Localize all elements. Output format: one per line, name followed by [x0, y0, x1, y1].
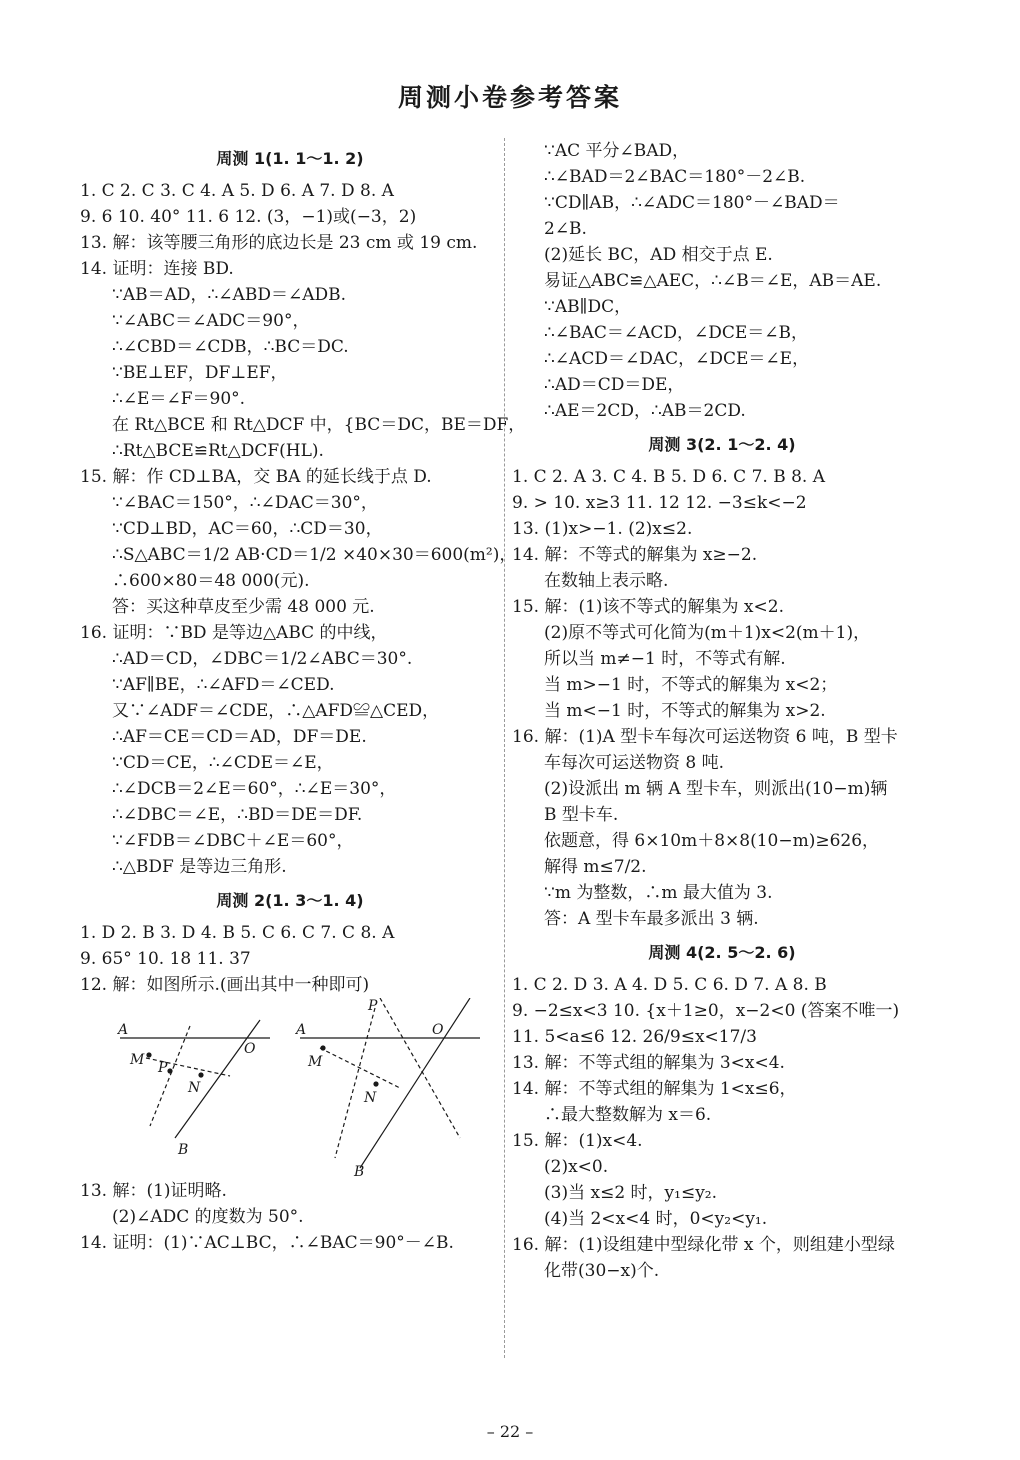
answer-step: ∵m 为整数，∴m 最大值为 3. — [544, 883, 773, 903]
section-heading: 周测 2(1. 3～1. 4) — [216, 891, 364, 910]
column-divider — [504, 138, 505, 1358]
answer-step: ∴最大整数解为 x＝6. — [544, 1105, 712, 1125]
answer-step: ∴AE＝2CD，∴AB＝2CD. — [544, 401, 746, 421]
answer-line: 12. 解：如图所示.(画出其中一种即可) — [80, 975, 370, 995]
figure-2 — [300, 998, 480, 1168]
answer-step: 答：A 型卡车最多派出 3 辆. — [544, 909, 759, 929]
answer-step: (4)当 2<x<4 时，0<y₂<y₁. — [544, 1209, 768, 1229]
label-p-2: P — [368, 998, 378, 1014]
label-m: M — [130, 1052, 145, 1068]
perpendicular-dash-1 — [150, 1026, 190, 1126]
answer-step: 车每次可运送物资 8 吨. — [544, 753, 725, 773]
answer-step: 又∵∠ADF＝∠CDE，∴△AFD≌△CED， — [112, 701, 440, 721]
point-m — [147, 1053, 151, 1057]
answer-step: ∵CD∥AB，∴∠ADC＝180°－∠BAD＝ — [544, 193, 840, 213]
answer-step: 在 Rt△BCE 和 Rt△DCF 中，{BC＝DC，BE＝DF， — [112, 415, 526, 435]
perpendicular-dash-5 — [320, 1048, 400, 1088]
answer-step: ∵AF∥BE，∴∠AFD＝∠CED. — [112, 675, 335, 695]
answer-step: ∴600×80＝48 000(元). — [112, 571, 310, 591]
answer-step: ∵AC 平分∠BAD， — [544, 141, 690, 161]
answer-step: (2)x<0. — [544, 1157, 609, 1177]
answer-line: 9. 65° 10. 18 11. 37 — [80, 949, 251, 969]
answer-step: ∴S△ABC＝1/2 AB·CD＝1/2 ×40×30＝600(m²)， — [112, 545, 517, 565]
answer-step: ∵∠ABC＝∠ADC＝90°， — [112, 311, 310, 331]
figure-1 — [120, 1020, 270, 1138]
left-column — [80, 138, 526, 1256]
answer-line: 13. (1)x>−1. (2)x≤2. — [512, 519, 693, 539]
answer-step: ∴∠DCB＝2∠E＝60°，∴∠E＝30°， — [112, 779, 397, 799]
section-heading: 周测 4(2. 5～2. 6) — [648, 943, 796, 962]
answer-line: 16. 证明：∵BD 是等边△ABC 的中线， — [80, 623, 388, 643]
label-a: A — [118, 1022, 129, 1038]
answer-line: 13. 解：(1)证明略. — [80, 1181, 227, 1201]
answer-line: 14. 证明：连接 BD. — [80, 259, 234, 279]
answer-step: 所以当 m≠−1 时，不等式有解. — [544, 649, 786, 669]
answer-step: ∵∠BAC＝150°，∴∠DAC＝30°， — [112, 493, 378, 513]
answer-step: 当 m>−1 时，不等式的解集为 x<2； — [544, 675, 838, 695]
answer-step: ∴∠DBC＝∠E，∴BD＝DE＝DF. — [112, 805, 363, 825]
label-a-2: A — [296, 1022, 307, 1038]
answer-step: ∴Rt△BCE≌Rt△DCF(HL). — [112, 441, 324, 461]
answer-line: 16. 解：(1)设组建中型绿化带 x 个，则组建小型绿 — [512, 1235, 895, 1255]
answer-line: 15. 解：(1)该不等式的解集为 x<2. — [512, 597, 784, 617]
answer-step: ∴∠BAC＝∠ACD，∠DCE＝∠B， — [544, 323, 809, 343]
answer-step: ∴∠BAD＝2∠BAC＝180°－2∠B. — [544, 167, 806, 187]
answer-step: 易证△ABC≌△AEC，∴∠B＝∠E，AB＝AE. — [544, 271, 882, 291]
answer-step: (2)设派出 m 辆 A 型卡车，则派出(10−m)辆 — [544, 779, 888, 799]
answer-line: 15. 解：(1)x<4. — [512, 1131, 643, 1151]
answer-step: 2∠B. — [544, 219, 587, 239]
answer-step: ∵∠FDB＝∠DBC＋∠E＝60°， — [112, 831, 354, 851]
answer-step: ∵CD⊥BD，AC＝60，∴CD＝30， — [112, 519, 383, 539]
label-b: B — [178, 1142, 189, 1158]
point-n-2 — [374, 1082, 378, 1086]
answer-line: 9. −2≤x<3 10. {x＋1≥0，x−2<0 (答案不唯一) — [512, 1001, 900, 1021]
answer-step: (3)当 x≤2 时，y₁≤y₂. — [544, 1183, 718, 1203]
answer-step: 在数轴上表示略. — [544, 571, 669, 591]
answer-step: ∵CD＝CE，∴∠CDE＝∠E， — [112, 753, 334, 773]
point-m-2 — [321, 1046, 325, 1050]
answer-step: ∵AB∥DC， — [544, 297, 632, 317]
page-number: – 22 – — [486, 1422, 534, 1441]
section-heading: 周测 3(2. 1～2. 4) — [648, 435, 796, 454]
answer-line: 1. C 2. A 3. C 4. B 5. D 6. C 7. B 8. A — [512, 467, 826, 487]
label-m-2: M — [308, 1054, 323, 1070]
answer-step: (2)∠ADC 的度数为 50°. — [112, 1207, 304, 1227]
right-column — [512, 138, 932, 1284]
point-n — [199, 1073, 203, 1077]
label-o-2: O — [432, 1022, 444, 1038]
answer-step: B 型卡车. — [544, 805, 619, 825]
label-p: P — [158, 1060, 168, 1076]
answer-line: 1. C 2. D 3. A 4. D 5. C 6. D 7. A 8. B — [512, 975, 827, 995]
label-b-2: B — [354, 1164, 365, 1178]
section-heading: 周测 1(1. 1～1. 2) — [216, 149, 364, 168]
answer-line: 14. 解：不等式的解集为 x≥−2. — [512, 545, 758, 565]
page-title: 周测小卷参考答案 — [397, 83, 622, 112]
answer-step: ∵BE⊥EF，DF⊥EF， — [112, 363, 288, 383]
answer-step: ∴∠ACD＝∠DAC，∠DCE＝∠E， — [544, 349, 810, 369]
label-n: N — [188, 1080, 201, 1096]
answer-line: 15. 解：作 CD⊥BA，交 BA 的延长线于点 D. — [80, 467, 432, 487]
answer-line: 13. 解：不等式组的解集为 3<x<4. — [512, 1053, 785, 1073]
answer-line: 14. 证明：(1)∵AC⊥BC，∴∠BAC＝90°－∠B. — [80, 1233, 454, 1253]
answer-step: (2)延长 BC，AD 相交于点 E. — [544, 245, 773, 265]
answer-step: ∵AB＝AD，∴∠ABD＝∠ADB. — [112, 285, 346, 305]
answer-step: ∴AD＝CD＝DE， — [544, 375, 685, 395]
answer-step: 依题意，得 6×10m＋8×8(10−m)≥626， — [544, 831, 880, 851]
perpendicular-dash-4 — [335, 1008, 375, 1158]
construction-figures — [80, 998, 500, 1178]
answer-step: 解得 m≤7/2. — [544, 857, 647, 877]
answer-step: 当 m<−1 时，不等式的解集为 x>2. — [544, 701, 826, 721]
answer-step: ∴AF＝CE＝CD＝AD，DF＝DE. — [112, 727, 367, 747]
answer-figures — [80, 998, 500, 1178]
label-o: O — [244, 1041, 256, 1057]
answer-line: 9. 6 10. 40° 11. 6 12. (3，−1)或(−3，2) — [80, 207, 417, 227]
answer-line: 14. 解：不等式组的解集为 1<x≤6， — [512, 1079, 797, 1099]
answer-step: ∴AD＝CD，∠DBC＝1/2∠ABC＝30°. — [112, 649, 413, 669]
answer-line: 13. 解：该等腰三角形的底边长是 23 cm 或 19 cm. — [80, 233, 478, 253]
answer-step: (2)原不等式可化简为(m＋1)x<2(m＋1)， — [544, 623, 871, 643]
answer-line: 1. D 2. B 3. D 4. B 5. C 6. C 7. C 8. A — [80, 923, 395, 943]
answer-step: ∴∠CBD＝∠CDB，∴BC＝DC. — [112, 337, 349, 357]
label-n-2: N — [364, 1090, 377, 1106]
answer-step: ∴∠E＝∠F＝90°. — [112, 389, 246, 409]
point-p — [168, 1069, 172, 1073]
answer-step: 化带(30−x)个. — [544, 1261, 660, 1281]
answer-step: 答：买这种草皮至少需 48 000 元. — [112, 597, 375, 617]
answer-line: 11. 5<a≤6 12. 26/9≤x<17/3 — [512, 1027, 757, 1047]
answer-line: 1. C 2. C 3. C 4. A 5. D 6. A 7. D 8. A — [80, 181, 394, 201]
perpendicular-dash-3 — [380, 998, 460, 1138]
answer-line: 16. 解：(1)A 型卡车每次可运送物资 6 吨，B 型卡 — [512, 727, 898, 747]
answer-step: ∴△BDF 是等边三角形. — [112, 857, 287, 877]
answer-line: 9. > 10. x≥3 11. 12 12. −3≤k<−2 — [512, 493, 807, 513]
